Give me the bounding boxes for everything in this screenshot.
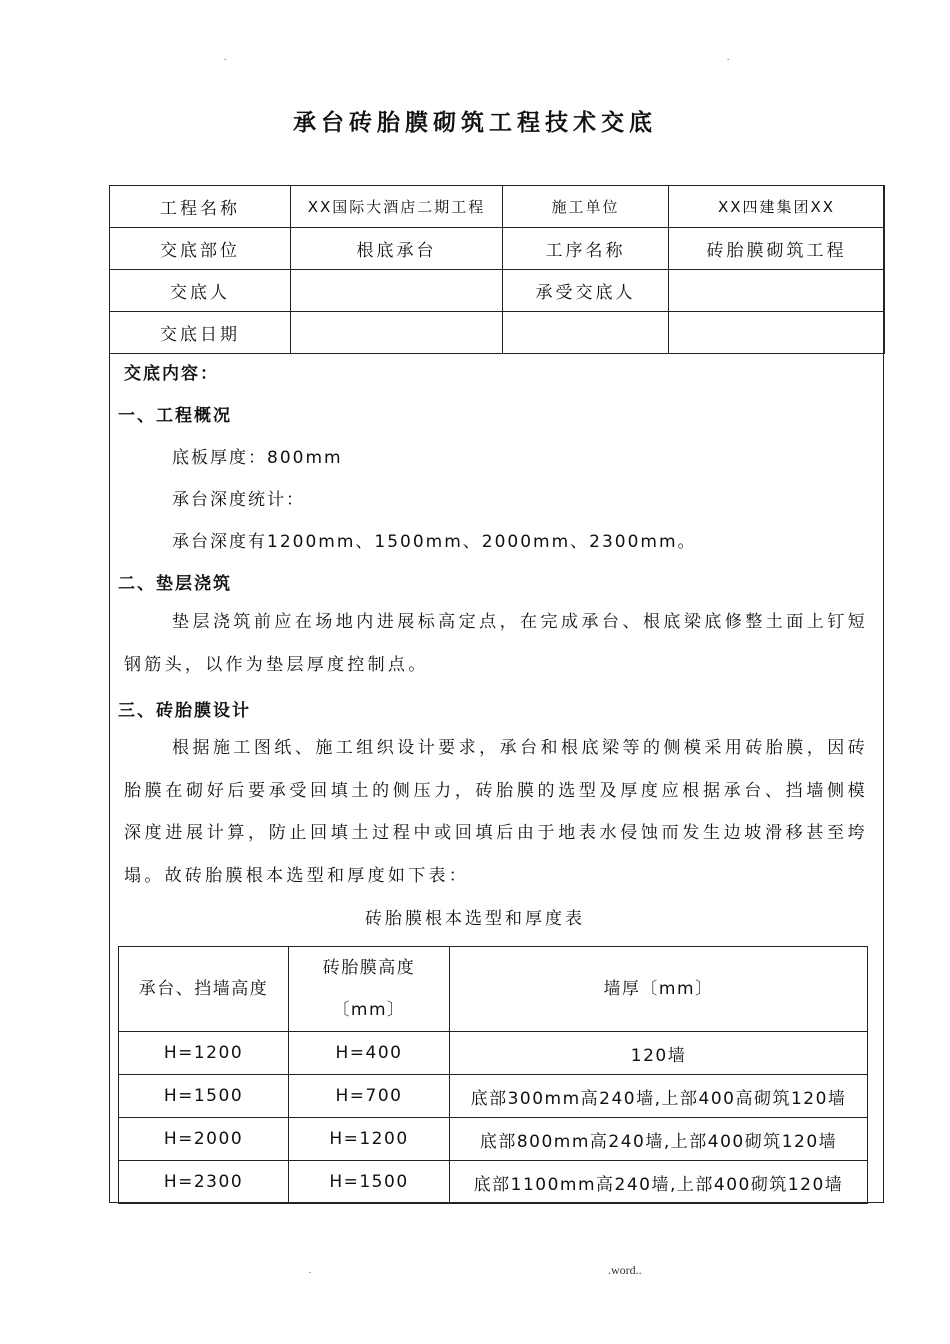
construction-unit-value: XX四建集团XX (669, 186, 885, 228)
header-membrane-height-line2: 〔mm〕 (332, 1000, 406, 1020)
table-caption: 砖胎膜根本选型和厚度表 (365, 909, 585, 929)
section2-paragraph: 垫层浇筑前应在场地内进展标高定点，在完成承台、根底梁底修整土面上钉短钢筋头，以作为垫层厚度控制点。 (124, 612, 868, 675)
table-cell: H=400 (289, 1032, 450, 1075)
table-cell: H=1500 (289, 1161, 450, 1204)
table-row (119, 1118, 868, 1161)
header-dot-right: . (727, 52, 730, 62)
table-cell: 底部800mm高240墙,上部400砌筑120墙 (450, 1118, 868, 1161)
section3-title: 三、砖胎膜设计 (118, 701, 251, 721)
header-membrane-height-line1: 砖胎膜高度 (322, 958, 416, 978)
date-extra-cell (503, 312, 669, 354)
header-membrane-height (289, 947, 450, 1032)
table-cell: H=1200 (289, 1118, 450, 1161)
date-value (291, 312, 503, 354)
discloser-value (291, 270, 503, 312)
header-height: 承台、挡墙高度 (119, 947, 289, 1032)
table-row (119, 1075, 868, 1118)
table-cell: H=2300 (119, 1161, 289, 1204)
location-label: 交底部位 (110, 228, 291, 270)
table-row (119, 1032, 868, 1075)
info-row (110, 228, 885, 270)
date-label: 交底日期 (110, 312, 291, 354)
project-name-value: XX国际大酒店二期工程 (291, 186, 503, 228)
table-cell: 底部300mm高240墙,上部400高砌筑120墙 (450, 1075, 868, 1118)
process-label: 工序名称 (503, 228, 669, 270)
table-cell: 底部1100mm高240墙,上部400砌筑120墙 (450, 1161, 868, 1204)
receiver-value (669, 270, 885, 312)
table-cell: H=700 (289, 1075, 450, 1118)
table-cell: H=1200 (119, 1032, 289, 1075)
content-heading: 交底内容： (124, 364, 219, 384)
section2-title: 二、垫层浇筑 (118, 574, 232, 594)
info-row (110, 270, 885, 312)
construction-unit-label: 施工单位 (503, 186, 669, 228)
table-cell: H=1500 (119, 1075, 289, 1118)
table-cell: 120墙 (450, 1032, 868, 1075)
section1-line2: 承台深度统计： (172, 490, 305, 510)
info-row (110, 186, 885, 228)
project-name-label: 工程名称 (110, 186, 291, 228)
info-table (109, 185, 885, 354)
process-value: 砖胎膜砌筑工程 (669, 228, 885, 270)
table-cell: H=2000 (119, 1118, 289, 1161)
info-row (110, 312, 885, 354)
section1-line3: 承台深度有1200mm、1500mm、2000mm、2300mm。 (172, 532, 697, 552)
receiver-label: 承受交底人 (503, 270, 669, 312)
document-title: 承台砖胎膜砌筑工程技术交底 (293, 110, 657, 136)
footer-dot: . (309, 1265, 312, 1275)
section3-paragraph: 根据施工图纸、施工组织设计要求，承台和根底梁等的侧模采用砖胎膜，因砖胎膜在砌好后要承受回填土的侧压力，砖胎膜的选型及厚度应根据承台、挡墙侧模深度进展计算，防止回填土过程中或回填后由于地表水侵蚀而发生边坡滑移甚至垮塌。故砖胎膜根本选型和厚度如下表： (124, 738, 868, 886)
section1-line1: 底板厚度：800mm (172, 448, 343, 468)
discloser-label: 交底人 (110, 270, 291, 312)
section1-title: 一、工程概况 (118, 406, 232, 426)
table-header-row (119, 947, 868, 1032)
table-row (119, 1161, 868, 1204)
thickness-table (118, 946, 868, 1204)
header-dot-left: . (224, 52, 227, 62)
header-wall-thickness: 墙厚〔mm〕 (450, 947, 868, 1032)
date-extra-cell (669, 312, 885, 354)
location-value: 根底承台 (291, 228, 503, 270)
footer-text: .word.. (608, 1263, 642, 1277)
